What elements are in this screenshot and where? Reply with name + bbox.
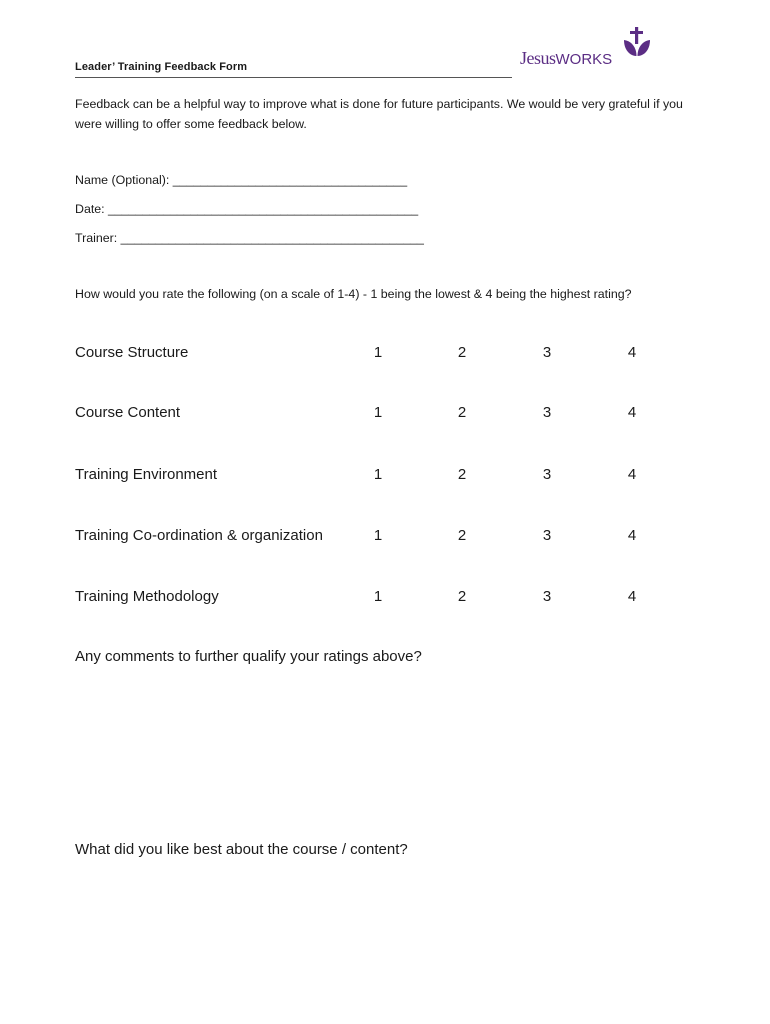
rating-option-2[interactable]: 2 bbox=[457, 404, 467, 421]
rating-option-2[interactable]: 2 bbox=[457, 466, 467, 483]
rating-option-3[interactable]: 3 bbox=[542, 588, 552, 605]
rating-option-3[interactable]: 3 bbox=[542, 404, 552, 421]
rating-question: How would you rate the following (on a scale of 1-4) - 1 being the lowest & 4 being the highest rating? bbox=[75, 287, 632, 301]
rating-option-2[interactable]: 2 bbox=[457, 588, 467, 605]
rating-option-2[interactable]: 2 bbox=[457, 527, 467, 544]
date-field[interactable]: Date: _____________________________________________ bbox=[75, 202, 419, 216]
header-rule bbox=[75, 77, 512, 78]
rating-row-course-content bbox=[0, 404, 770, 428]
logo-wordmark bbox=[520, 48, 612, 70]
rating-option-4[interactable]: 4 bbox=[627, 527, 637, 544]
rating-option-1[interactable]: 1 bbox=[373, 404, 383, 421]
cross-flower-icon bbox=[621, 26, 653, 58]
rating-label: Course Structure bbox=[75, 344, 189, 361]
rating-option-4[interactable]: 4 bbox=[627, 404, 637, 421]
rating-option-1[interactable]: 1 bbox=[373, 466, 383, 483]
rating-label: Training Methodology bbox=[75, 588, 219, 605]
logo-word-jesus: Jesus bbox=[520, 48, 556, 68]
rating-option-4[interactable]: 4 bbox=[627, 588, 637, 605]
trainer-field[interactable]: Trainer: ____________________________________________ bbox=[75, 231, 424, 245]
name-field[interactable]: Name (Optional): __________________________________ bbox=[75, 173, 408, 187]
form-title: Leader’ Training Feedback Form bbox=[75, 61, 248, 73]
rating-row-training-methodology bbox=[0, 588, 770, 612]
rating-option-3[interactable]: 3 bbox=[542, 466, 552, 483]
liked-question: What did you like best about the course / content? bbox=[75, 841, 408, 858]
rating-label: Training Co-ordination & organization bbox=[75, 527, 323, 544]
rating-option-3[interactable]: 3 bbox=[542, 527, 552, 544]
logo-word-works: WORKS bbox=[555, 51, 613, 68]
rating-label: Training Environment bbox=[75, 466, 218, 483]
rating-option-4[interactable]: 4 bbox=[627, 466, 637, 483]
rating-option-1[interactable]: 1 bbox=[373, 344, 383, 361]
rating-option-3[interactable]: 3 bbox=[542, 344, 552, 361]
rating-row-training-environment bbox=[0, 466, 770, 490]
comments-question: Any comments to further qualify your ratings above? bbox=[75, 648, 422, 665]
rating-option-1[interactable]: 1 bbox=[373, 527, 383, 544]
jesusworks-logo bbox=[520, 26, 655, 72]
intro-text: Feedback can be a helpful way to improve what is done for future participants. We would be very grateful if you were willing to offer some feedback below. bbox=[75, 97, 683, 131]
rating-option-4[interactable]: 4 bbox=[627, 344, 637, 361]
rating-row-training-coordination bbox=[0, 527, 770, 551]
rating-option-2[interactable]: 2 bbox=[457, 344, 467, 361]
rating-row-course-structure bbox=[0, 344, 770, 368]
rating-label: Course Content bbox=[75, 404, 181, 421]
rating-option-1[interactable]: 1 bbox=[373, 588, 383, 605]
